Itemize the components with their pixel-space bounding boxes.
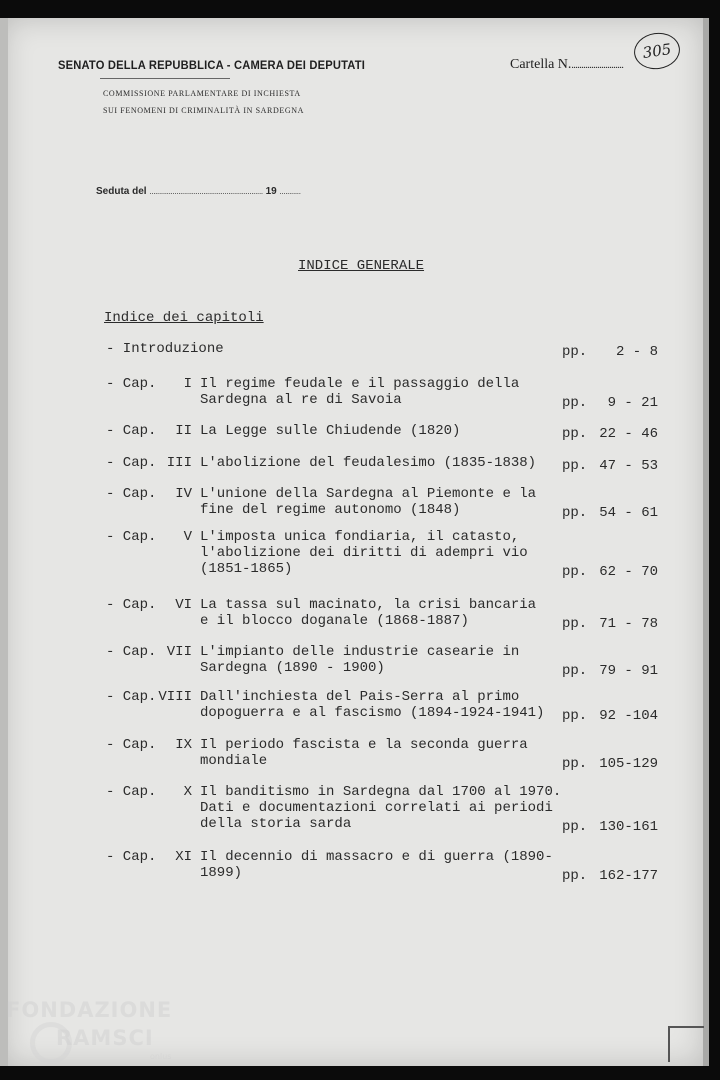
page-range: 62 - 70 — [599, 564, 658, 580]
chapter-title-line: Il periodo fascista e la seconda guerra — [200, 737, 528, 753]
chapter-title-line: l'abolizione dei diritti di adempri vio — [200, 545, 528, 561]
page-range: 9 - 21 — [607, 395, 658, 411]
chapter-title-line: (1851-1865) — [200, 561, 293, 577]
pages-prefix: pp. — [562, 564, 588, 580]
chapter-number: III — [166, 455, 192, 471]
chapter-title-line: L'impianto delle industrie casearie in — [200, 644, 520, 660]
pages-prefix: pp. — [562, 458, 588, 474]
chapter-title-line: Il decennio di massacro e di guerra (1890- — [200, 849, 553, 865]
page-range: 105-129 — [599, 756, 658, 772]
pages-prefix: pp. — [562, 819, 588, 835]
chapter-title-line: L'imposta unica fondiaria, il catasto, — [200, 529, 520, 545]
pages-prefix: pp. — [562, 756, 588, 772]
commission-line-2: SUI FENOMENI DI CRIMINALITÀ IN SARDEGNA — [103, 106, 304, 115]
chapter-number: VII — [166, 644, 192, 660]
chapter-number: V — [183, 529, 192, 545]
chapter-title-line: e il blocco doganale (1868-1887) — [200, 613, 469, 629]
chapter-title-line: della storia sarda — [200, 816, 352, 832]
commission-line-1: COMMISSIONE PARLAMENTARE DI INCHIESTA — [103, 89, 301, 98]
seduta-label: Seduta del — [96, 186, 147, 197]
seduta-dots: ........................................................... — [149, 187, 263, 196]
page-range: 54 - 61 — [599, 505, 658, 521]
page-range: 71 - 78 — [599, 616, 658, 632]
chapter-number: VIII — [158, 689, 192, 705]
seduta-year: 19 — [265, 186, 277, 197]
chapter-title-line: fine del regime autonomo (1848) — [200, 502, 461, 518]
chapter-label: - Cap. — [106, 376, 157, 392]
chapter-title-line: L'abolizione del feudalesimo (1835-1838) — [200, 455, 537, 471]
page-range: 162-177 — [599, 868, 658, 884]
watermark-text-1: FONDAZIONE — [6, 998, 173, 1022]
pages-prefix: pp. — [562, 868, 588, 884]
cartella-dots: .......................... — [571, 60, 624, 71]
chapter-number: IV — [175, 486, 192, 502]
chapter-number: XI — [175, 849, 192, 865]
cartella-field — [510, 57, 623, 73]
chapter-title-line: La tassa sul macinato, la crisi bancaria — [200, 597, 537, 613]
chapter-label: - Cap. — [106, 689, 157, 705]
page-corner-mark — [668, 1026, 704, 1062]
chapter-title-line: Sardegna al re di Savoia — [200, 392, 402, 408]
chapter-label: - Cap. — [106, 597, 157, 613]
chapter-label: - Cap. — [106, 737, 157, 753]
header-underline — [100, 78, 230, 79]
chapter-number: I — [183, 376, 192, 392]
chapter-title-line: Sardegna (1890 - 1900) — [200, 660, 385, 676]
handwritten-number-stamp: 305 — [632, 30, 683, 72]
index-title: INDICE GENERALE — [298, 258, 425, 274]
pages-prefix: pp. — [562, 505, 588, 521]
chapter-title-line: Il regime feudale e il passaggio della — [200, 376, 520, 392]
page-range: 130-161 — [599, 819, 658, 835]
page-range: 79 - 91 — [599, 663, 658, 679]
chapter-title-line: Il banditismo in Sardegna dal 1700 al 1970. — [200, 784, 562, 800]
header-title: SENATO DELLA REPUBBLICA - CAMERA DEI DEPUTATI — [58, 58, 366, 72]
page-range: 92 -104 — [599, 708, 658, 724]
chapter-title-line: Dall'inchiesta del Pais-Serra al primo — [200, 689, 520, 705]
watermark-onlus: onlus — [150, 1052, 172, 1061]
chapter-label: - Cap. — [106, 529, 157, 545]
chapter-number: X — [183, 784, 192, 800]
chapter-label: - Cap. — [106, 849, 157, 865]
chapter-number: VI — [175, 597, 192, 613]
pages-prefix: pp. — [562, 663, 588, 679]
chapter-label: - Cap. — [106, 486, 157, 502]
pages-prefix: pp. — [562, 426, 588, 442]
chapter-title-line: 1899) — [200, 865, 243, 881]
watermark-text-2: RAMSCI — [56, 1026, 154, 1050]
chapter-title-line: mondiale — [200, 753, 268, 769]
chapter-label: - Introduzione — [106, 341, 224, 357]
seduta-line — [96, 186, 301, 197]
page-range: 22 - 46 — [599, 426, 658, 442]
chapter-label: - Cap. — [106, 644, 157, 660]
chapter-label: - Cap. — [106, 455, 157, 471]
chapter-number: II — [175, 423, 192, 439]
chapter-title-line: L'unione della Sardegna al Piemonte e la — [200, 486, 537, 502]
pages-prefix: pp. — [562, 708, 588, 724]
chapter-title-line: Dati e documentazioni correlati ai periodi — [200, 800, 553, 816]
pages-prefix: pp. — [562, 395, 588, 411]
pages-prefix: pp. — [562, 616, 588, 632]
chapter-label: - Cap. — [106, 784, 157, 800]
page-edge-right — [703, 18, 709, 1066]
index-subtitle: Indice dei capitoli — [104, 310, 264, 326]
page-range: 2 - 8 — [615, 344, 658, 360]
cartella-label: Cartella N. — [510, 57, 572, 72]
page-edge-left — [0, 18, 8, 1066]
pages-prefix: pp. — [562, 344, 588, 360]
page-range: 47 - 53 — [599, 458, 658, 474]
seduta-year-dots: ........... — [279, 187, 301, 196]
chapter-label: - Cap. — [106, 423, 157, 439]
chapter-number: IX — [175, 737, 192, 753]
chapter-title-line: dopoguerra e al fascismo (1894-1924-1941) — [200, 705, 545, 721]
chapter-title-line: La Legge sulle Chiudende (1820) — [200, 423, 461, 439]
